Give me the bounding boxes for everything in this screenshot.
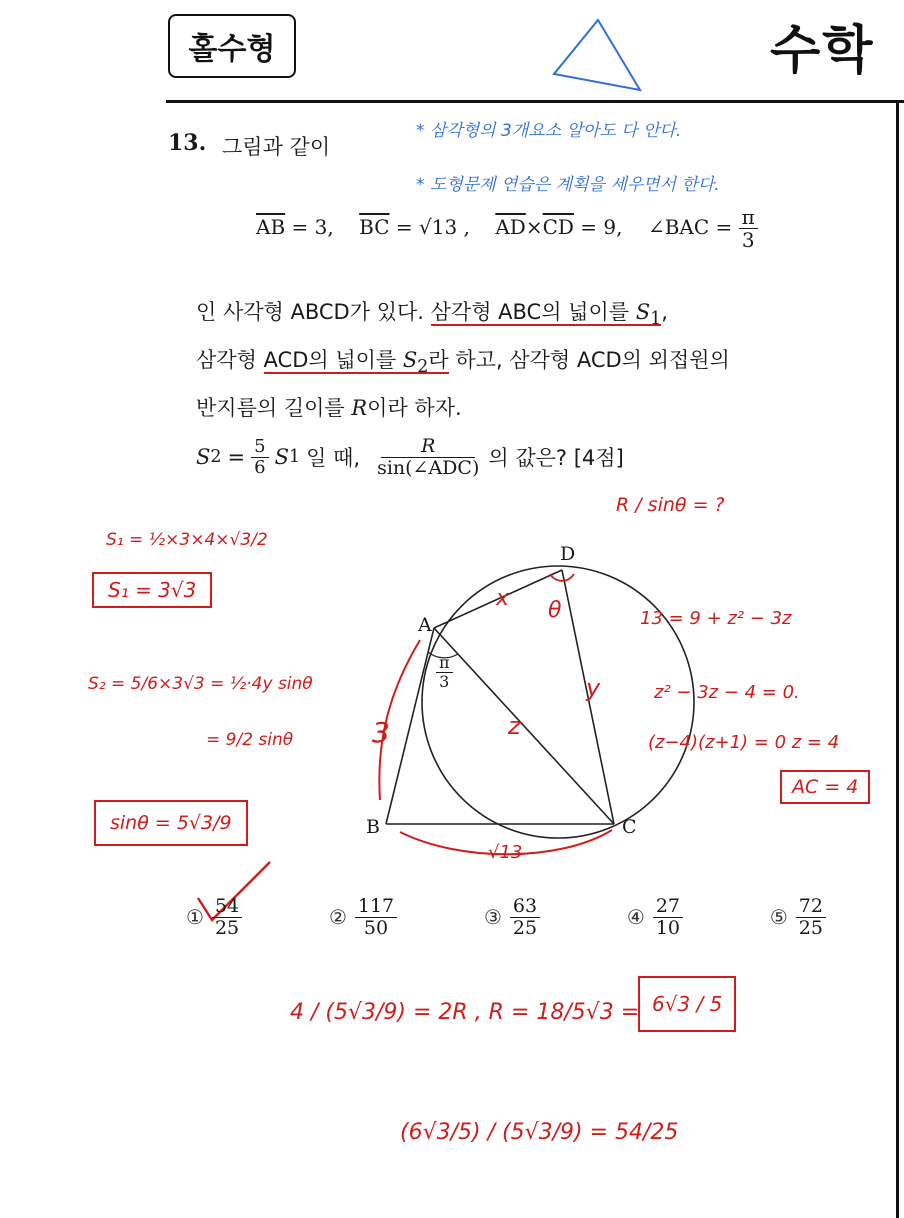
- work-line-2: (6√3/5) / (5√3/9) = 54/25: [400, 1120, 679, 1145]
- subject-title: 수학: [770, 21, 875, 81]
- question-line-1: 인 사각형 ABCD가 있다. 삼각형 ABC의 넓이를 $S_1$,: [196, 300, 668, 330]
- doodle-triangle: [548, 14, 648, 96]
- sin-result-box: sinθ = 5√3/9: [94, 800, 248, 846]
- eq-quadratic: z² − 3z − 4 = 0.: [654, 682, 800, 703]
- label-x: x: [496, 586, 510, 611]
- given-conditions: $\overline{AB} = 3$, $\overline{BC} = √13$ , $\overline{AD}\times\overline{CD} = 9$, ∠BAC = $\frac{\pi}{3}$: [256, 206, 758, 251]
- blue-note-1: * 삼각형의 3개요소 알아도 다 안다.: [416, 121, 682, 141]
- question-intro: 그림과 같이: [222, 135, 331, 159]
- header-rule: [166, 100, 904, 103]
- label-y: y: [586, 674, 601, 702]
- question-line-4: S 2 = $\frac{5}{6}$ S 1 일 때, $\frac{R}{\text{sin(∠ADC)}}$ 의 값은? [4점]: [196, 435, 624, 479]
- label-z: z: [508, 712, 521, 740]
- choice-1[interactable]: ① $\frac{54}{25}$: [186, 896, 242, 939]
- eq-factored: (z−4)(z+1) = 0 z = 4: [648, 732, 840, 753]
- s1-result-box: S₁ = 3√3: [92, 572, 212, 608]
- angle-adc-arc: [550, 574, 574, 581]
- column-rule: [896, 100, 899, 1218]
- vertex-d: D: [560, 543, 576, 565]
- question-line-2: 삼각형 ACD의 넓이를 $S_2$라 하고, 삼각형 ACD의 외접원의: [196, 348, 730, 378]
- answer-choices: [186, 896, 826, 939]
- vertex-c: C: [622, 816, 637, 838]
- label-root13: √13: [488, 842, 523, 863]
- vertex-b: B: [366, 816, 380, 838]
- angle-a-label: $\frac{\pi}{3}$: [436, 654, 453, 690]
- r-result-box: 6√3 / 5: [638, 976, 736, 1032]
- choice-4[interactable]: ④ $\frac{27}{10}$: [627, 896, 683, 939]
- eq-cosine: 13 = 9 + z² − 3z: [640, 608, 792, 629]
- question-line-3: 반지름의 길이를 R이라 하자.: [196, 396, 462, 420]
- label-theta: θ: [548, 598, 562, 623]
- ac-result-box: AC = 4: [780, 770, 870, 804]
- label-3: 3: [372, 716, 390, 749]
- vertex-a: A: [418, 614, 432, 636]
- work-line-1: 4 / (5√3/9) = 2R , R = 18/5√3 =: [290, 1000, 640, 1025]
- blue-note-2: * 도형문제 연습은 계획을 세우면서 한다.: [416, 175, 720, 195]
- s2-calc-2: = 9/2 sinθ: [206, 730, 294, 750]
- question-number: 13.: [168, 130, 207, 156]
- exam-type-badge: 홀수형: [168, 14, 296, 78]
- choice-3[interactable]: ③ $\frac{63}{25}$: [484, 896, 540, 939]
- s2-calc: S₂ = 5/6×3√3 = ½·4y sinθ: [88, 674, 313, 694]
- choice-5[interactable]: ⑤ $\frac{72}{25}$: [770, 896, 826, 939]
- s1-calc: S₁ = ½×3×4×√3/2: [106, 530, 268, 550]
- r-over-sin-note: R / sinθ = ?: [616, 494, 725, 516]
- choice-2[interactable]: ② $\frac{117}{50}$: [329, 896, 397, 939]
- segment-ac: [434, 628, 614, 824]
